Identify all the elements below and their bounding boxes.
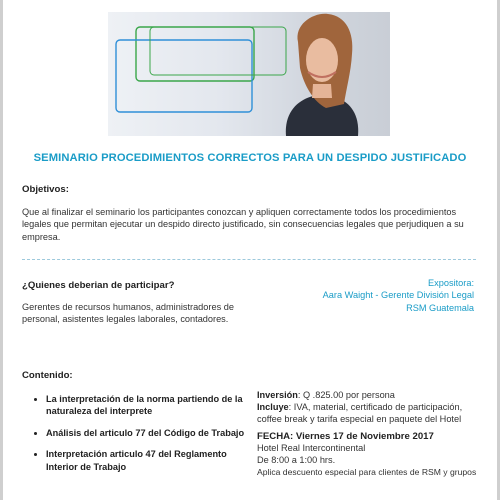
- incluye-value: : IVA, material, certificado de participación, coffee break y tarifa especial en paquete del Hotel: [257, 401, 463, 424]
- fecha-text: FECHA: Viernes 17 de Noviembre 2017: [257, 431, 434, 443]
- objetivos-heading: Objetivos:: [22, 184, 69, 195]
- hero-image: [108, 12, 390, 136]
- expositora-name: Aara Waight - Gerente División Legal: [322, 290, 474, 301]
- objetivos-text: Que al finalizar el seminario los participantes conozcan y apliquen correctamente todos los procedimientos legales que permitan ejecutar un despido directo justificado, sin consecuencias legales que perjudiquen a su empresa.: [22, 207, 464, 242]
- expositora-block: [323, 277, 474, 314]
- inversion-value: : Q .825.00 por persona: [297, 390, 395, 400]
- inversion-label: Inversión: [257, 390, 298, 400]
- participantes-heading: ¿Quienes deberian de participar?: [22, 280, 175, 291]
- expositora-company: RSM Guatemala: [406, 302, 474, 313]
- section-divider: [22, 259, 476, 260]
- detalles-block: [257, 390, 482, 479]
- page-border-left: [0, 0, 3, 500]
- hero-illustration: [108, 12, 390, 136]
- incluye-label: Incluye: [257, 401, 289, 412]
- list-item: • Interpretación articulo 47 del Reglamento Interior de Trabajo: [46, 448, 246, 473]
- descuento: Aplica descuento especial para clientes de RSM y grupos: [257, 466, 477, 477]
- page-title: SEMINARIO PROCEDIMIENTOS CORRECTOS PARA UN DESPIDO JUSTIFICADO: [33, 152, 467, 164]
- expositora-label: Expositora:: [428, 278, 474, 288]
- inversion-line: [257, 390, 482, 402]
- fecha: [257, 431, 482, 443]
- horario: De 8:00 a 1:00 hrs.: [257, 454, 336, 465]
- list-item: • Análisis del articulo 77 del Código de Trabajo: [46, 427, 246, 439]
- lugar: Hotel Real Intercontinental: [257, 443, 366, 454]
- participantes-text: Gerentes de recursos humanos, administradores de personal, asistentes legales laborales, contadores.: [22, 302, 234, 325]
- list-item: • La interpretación de la norma partiendo de la naturaleza del interprete: [46, 393, 246, 418]
- contenido-list: [32, 393, 246, 482]
- incluye-line: [257, 402, 482, 426]
- contenido-heading: Contenido:: [22, 370, 73, 381]
